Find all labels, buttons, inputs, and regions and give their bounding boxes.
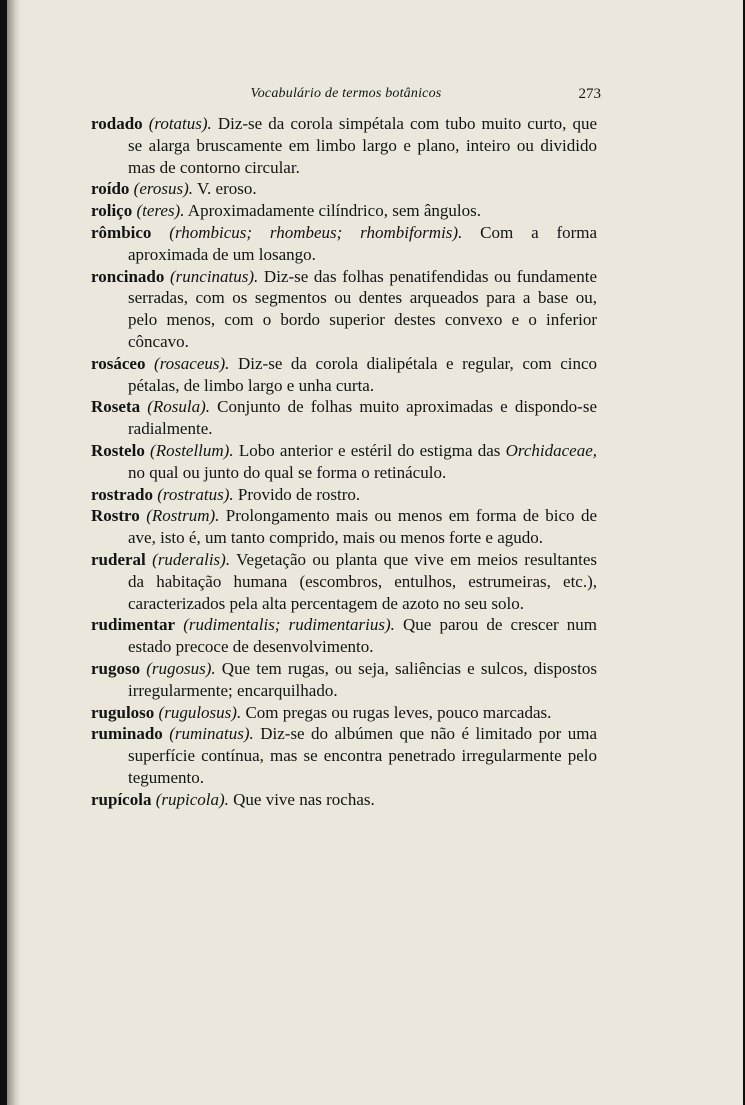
entry-rombico: [91, 222, 597, 266]
entry-definition: Com pregas ou rugas leves, pouco marcadas.: [245, 702, 552, 722]
entry-latin: (rotatus).: [148, 114, 212, 133]
entry-definition: Com a forma aproximada de um losango.: [128, 222, 598, 264]
entry-term: Roseta: [91, 397, 141, 417]
entry-ruminado: [91, 723, 597, 788]
entry-term: rodado: [91, 114, 143, 133]
entry-term: Rostro: [91, 506, 140, 526]
page-header: [91, 86, 601, 108]
entry-definition: Prolongamento mais ou menos em forma de bico de ave, isto é, um tanto comprido, mais ou menos forte e agudo.: [128, 506, 597, 548]
entry-definition-continued: no qual ou junto do qual se forma o retináculo.: [128, 462, 447, 482]
entry-latin: (rhombicus; rhombeus; rhombiformis).: [169, 222, 463, 242]
entry-definition-taxon: Orchidaceae,: [505, 440, 597, 460]
entry-term: roliço: [91, 201, 133, 221]
entry-latin: (rostratus).: [157, 484, 234, 504]
entry-rostelo: [91, 440, 597, 484]
book-page: [7, 0, 743, 1105]
entry-latin: (ruderalis).: [152, 549, 231, 569]
entry-latin: (teres).: [136, 201, 185, 221]
entry-rupicola: [91, 789, 597, 811]
page-number: 273: [578, 86, 601, 102]
entry-rostrado: [91, 484, 597, 506]
entry-term: roncinado: [91, 266, 165, 286]
entry-definition: Que tem rugas, ou seja, saliências e sulcos, dispostos irregularmente; encarquilhado.: [128, 658, 597, 700]
entry-rosaceo: [91, 353, 597, 397]
glossary-entries: [91, 113, 597, 811]
entry-latin: (rudimentalis; rudimentarius).: [183, 615, 395, 635]
entry-term: rômbico: [91, 222, 152, 242]
entry-term: ruderal: [91, 549, 146, 569]
entry-rodado: [91, 113, 597, 178]
entry-term: rostrado: [91, 484, 154, 504]
entry-definition: Diz-se da corola simpétala com tubo muito curto, que se alarga bruscamente em limbo largo e plano, inteiro ou dividido mas de contorno circular.: [128, 114, 598, 177]
entry-definition: Vegetação ou planta que vive em meios resultantes da habitação humana (escombros, entulhos, estrumeiras, etc.), caracterizados pela alta percentagem de azoto no seu solo.: [128, 549, 597, 613]
entry-latin: (runcinatus).: [170, 266, 259, 286]
entry-roncinado: [91, 266, 597, 353]
entry-term: rupícola: [91, 789, 152, 809]
entry-definition: Provido de rostro.: [237, 484, 361, 504]
entry-definition: Diz-se do albúmen que não é limitado por uma superfície contínua, mas se encontra penetrado irregularmente pelo tegumento.: [128, 724, 597, 787]
entry-term: roído: [91, 179, 130, 199]
entry-term: rosáceo: [91, 353, 146, 373]
entry-rolico: [91, 200, 597, 222]
entry-term: ruminado: [91, 724, 163, 744]
entry-definition: Aproximadamente cilíndrico, sem ângulos.: [187, 201, 481, 221]
running-title: Vocabulário de termos botânicos: [250, 86, 442, 101]
entry-definition: Conjunto de folhas muito aproximadas e dispondo-se radialmente.: [128, 397, 597, 439]
entry-definition: Que vive nas rochas.: [233, 789, 375, 809]
binding-shadow: [7, 0, 21, 1105]
entry-definition: Lobo anterior e estéril do estigma das: [238, 440, 501, 460]
entry-roseta: [91, 396, 597, 440]
entry-ruderal: [91, 549, 597, 614]
entry-latin: (erosus).: [133, 179, 194, 199]
entry-latin: (rosaceus).: [154, 353, 230, 373]
entry-term: rudimentar: [91, 615, 176, 635]
entry-latin: (rupicola).: [155, 789, 229, 809]
entry-rostro: [91, 505, 597, 549]
entry-term: ruguloso: [91, 702, 155, 722]
entry-definition: Diz-se da corola dialipétala e regular, com cinco pétalas, de limbo largo e unha curta.: [128, 353, 598, 395]
entry-rudimentar: [91, 614, 597, 658]
entry-definition: V. eroso.: [196, 179, 257, 199]
entry-rugoso: [91, 658, 597, 702]
entry-definition: Diz-se das folhas penatifendidas ou fundamente serradas, com os segmentos ou dentes arqueados para a base ou, pelo menos, com o bordo superior destes convexo e o inferior côncavo.: [128, 266, 597, 351]
entry-latin: (rugulosus).: [158, 702, 242, 722]
entry-term: Rostelo: [91, 440, 145, 460]
entry-latin: (Rostrum).: [146, 506, 220, 526]
entry-roido: [91, 178, 597, 200]
entry-latin: (Rostellum).: [150, 440, 234, 460]
entry-term: rugoso: [91, 658, 141, 678]
entry-latin: (ruminatus).: [169, 724, 254, 744]
entry-latin: (rugosus).: [146, 658, 216, 678]
entry-latin: (Rosula).: [147, 397, 211, 417]
entry-definition: Que parou de crescer num estado precoce de desenvolvimento.: [128, 615, 598, 657]
entry-ruguloso: [91, 702, 597, 724]
